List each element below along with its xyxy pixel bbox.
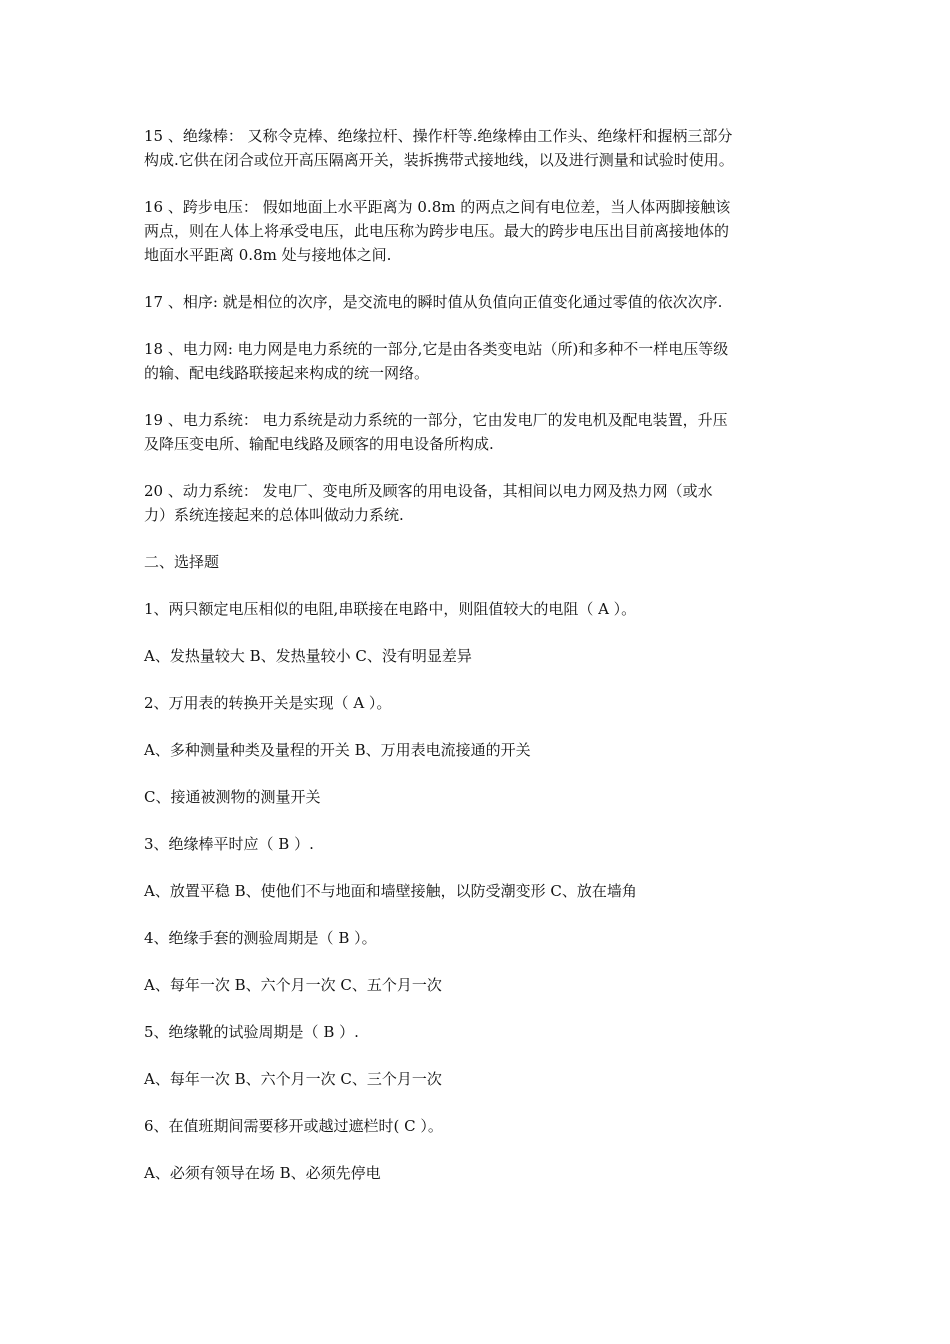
text-line: 20 、动力系统： 发电厂、变电所及顾客的用电设备，其相间以电力网及热力网（或水 bbox=[144, 482, 713, 500]
text-line: 两点，则在人体上将承受电压，此电压称为跨步电压。最大的跨步电压出目前离接地体的 bbox=[144, 222, 730, 240]
definition-19 bbox=[144, 408, 814, 456]
text-line: 的输、配电线路联接起来构成的统一网络。 bbox=[144, 364, 430, 382]
question-1-options: A、发热量较大 B、发热量较小 C、没有明显差异 bbox=[144, 647, 472, 665]
document-page bbox=[144, 124, 814, 1185]
question-2-options-a-b: A、多种测量种类及量程的开关 B、万用表电流接通的开关 bbox=[144, 741, 531, 759]
text-line: 15 、绝缘棒： 又称令克棒、绝缘拉杆、操作杆等.绝缘棒由工作头、绝缘杆和握柄三部分 bbox=[144, 127, 733, 145]
question-3-options: A、放置平稳 B、使他们不与地面和墙壁接触，以防受潮变形 C、放在墙角 bbox=[144, 882, 637, 900]
text-line: 及降压变电所、输配电线路及顾客的用电设备所构成. bbox=[144, 435, 494, 453]
definition-16 bbox=[144, 195, 814, 267]
text-line: 地面水平距离 0.8m 处与接地体之间. bbox=[144, 246, 392, 264]
definition-18 bbox=[144, 337, 814, 385]
text-line: 16 、跨步电压： 假如地面上水平距离为 0.8m 的两点之间有电位差，当人体两脚接触该 bbox=[144, 198, 731, 216]
question-2: 2、万用表的转换开关是实现（ A ）。 bbox=[144, 694, 392, 712]
definition-15 bbox=[144, 124, 814, 172]
text-line: 力）系统连接起来的总体叫做动力系统. bbox=[144, 506, 404, 524]
text-line: 17 、相序: 就是相位的次序，是交流电的瞬时值从负值向正值变化通过零值的依次次序. bbox=[144, 293, 723, 311]
question-6: 6、在值班期间需要移开或越过遮栏时( C ）。 bbox=[144, 1117, 443, 1135]
text-line: 18 、电力网: 电力网是电力系统的一部分,它是由各类变电站（所)和多种不一样电压等级 bbox=[144, 340, 729, 358]
question-3: 3、绝缘棒平时应（ B ）. bbox=[144, 835, 314, 853]
definition-20 bbox=[144, 479, 814, 527]
question-5: 5、绝缘靴的试验周期是（ B ）. bbox=[144, 1023, 359, 1041]
section-title: 二、选择题 bbox=[144, 553, 220, 571]
question-1: 1、两只额定电压相似的电阻,串联接在电路中，则阻值较大的电阻（ A ）。 bbox=[144, 600, 637, 618]
question-6-options: A、必须有领导在场 B、必须先停电 bbox=[144, 1164, 381, 1182]
text-line: 19 、电力系统： 电力系统是动力系统的一部分，它由发电厂的发电机及配电装置，升压 bbox=[144, 411, 728, 429]
definition-17 bbox=[144, 290, 814, 314]
question-2-option-c: C、接通被测物的测量开关 bbox=[144, 788, 321, 806]
question-5-options: A、每年一次 B、六个月一次 C、三个月一次 bbox=[144, 1070, 442, 1088]
question-4: 4、绝缘手套的测验周期是（ B ）。 bbox=[144, 929, 377, 947]
text-line: 构成.它供在闭合或位开高压隔离开关，装拆携带式接地线，以及进行测量和试验时使用。 bbox=[144, 151, 734, 169]
question-4-options: A、每年一次 B、六个月一次 C、五个月一次 bbox=[144, 976, 442, 994]
